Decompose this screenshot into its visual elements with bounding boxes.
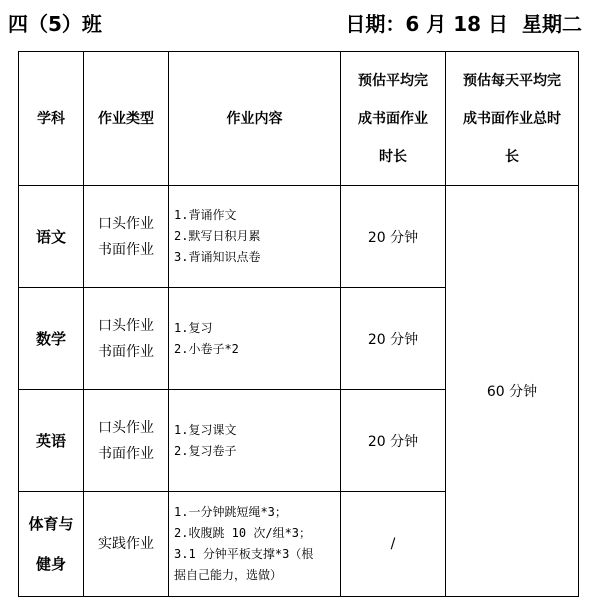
- avg-time-cell: 20 分钟: [341, 288, 446, 390]
- content-cell: [169, 390, 341, 492]
- type-line: 书面作业: [98, 241, 154, 258]
- type-cell: [84, 492, 169, 597]
- type-line: 实践作业: [98, 536, 154, 552]
- subject-cell: 英语: [19, 390, 84, 492]
- content-item: 3.背诵知识点卷: [174, 250, 261, 264]
- table-header-row: [19, 52, 579, 186]
- content-cell: [169, 288, 341, 390]
- header-avg-time-line-3: 时长: [379, 148, 407, 165]
- header-avg-time-line-2: 成书面作业: [358, 110, 428, 127]
- content-item: 1.一分钟跳短绳*3；: [174, 505, 287, 519]
- header-total-time: [446, 52, 579, 186]
- type-line: 口头作业: [98, 317, 154, 334]
- type-line: 口头作业: [98, 215, 154, 232]
- content-item: 1.复习课文: [174, 422, 237, 437]
- content-item: 1.背诵作文: [174, 208, 237, 222]
- header-content: 作业内容: [169, 52, 341, 186]
- avg-time-cell: /: [341, 492, 446, 597]
- type-cell: [84, 186, 169, 288]
- date-line: [345, 8, 582, 37]
- class-title: 四（5）班: [8, 12, 102, 36]
- type-cell: [84, 288, 169, 390]
- header-type: 作业类型: [84, 52, 169, 186]
- homework-table: [18, 51, 579, 597]
- content-item: 2.小卷子*2: [174, 341, 239, 356]
- header-subject: 学科: [19, 52, 84, 186]
- content-item: 3.1 分钟平板支撑*3（根: [174, 547, 314, 561]
- header-total-time-line-3: 长: [505, 148, 519, 165]
- type-cell: [84, 390, 169, 492]
- page-header: [0, 8, 602, 36]
- content-cell: [169, 492, 341, 597]
- subject-cell: [19, 492, 84, 597]
- table-row: [19, 186, 579, 288]
- subject-cell: 语文: [19, 186, 84, 288]
- content-cell: [169, 186, 341, 288]
- subject-line: 体育与: [28, 515, 74, 533]
- content-item: 2.复习卷子: [174, 443, 237, 458]
- content-item: 2.默写日积月累: [174, 229, 261, 243]
- avg-time-cell: 20 分钟: [341, 186, 446, 288]
- content-item: 据自己能力，选做）: [174, 568, 283, 582]
- content-item: 1.复习: [174, 320, 213, 335]
- subject-line: 健身: [35, 555, 66, 573]
- header-avg-time: [341, 52, 446, 186]
- header-avg-time-line-1: 预估平均完: [358, 72, 428, 89]
- content-item: 2.收腹跳 10 次/组*3；: [174, 526, 312, 540]
- header-total-time-line-2: 成书面作业总时: [463, 110, 561, 127]
- weekday-text: 星期二: [522, 12, 582, 36]
- type-line: 书面作业: [98, 343, 154, 360]
- header-total-time-line-1: 预估每天平均完: [463, 72, 561, 89]
- total-time-cell: 60 分钟: [446, 186, 579, 597]
- subject-cell: 数学: [19, 288, 84, 390]
- type-line: 书面作业: [98, 445, 154, 462]
- type-line: 口头作业: [98, 419, 154, 436]
- date-text: 日期：6 月 18 日: [345, 12, 508, 36]
- avg-time-cell: 20 分钟: [341, 390, 446, 492]
